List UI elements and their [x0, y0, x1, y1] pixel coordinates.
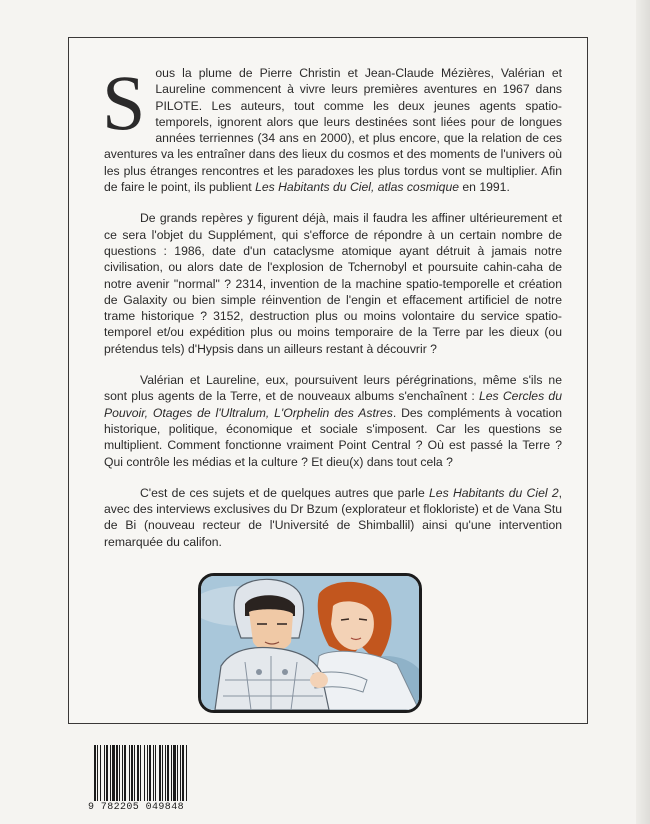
paragraph-1-end: en 1991. [459, 180, 510, 195]
barcode-bar [97, 745, 98, 801]
barcode-bar [106, 745, 108, 801]
paragraph-2: De grands repères y figurent déjà, mais il faudra les affiner ultérieurement et ce sera l'objet du Supplément, qui s'efforce de répondre à un certain nombre de questions : 1986, date d'un cataclysme atomique ayant détruit à jamais notre civilisation, ou alors date de l'explosion de Tchernobyl et poursuite cahin-caha de notre avenir "normal" ? 2314, invention de la machine spatio-temporelle et création de Galaxity ou bien simple réinvention de l'engin et effacement artificiel de notre trame historique ? 3152, destruction plus ou moins volontaire du service spatio-temporel et/ou expédition plus ou moins temporaire de la Terre par les dieux (ou prétendus tels) d'Hypsis dans un ailleurs restant à découvrir ? [104, 211, 562, 356]
barcode-bar [140, 745, 141, 801]
barcode-bars [88, 745, 222, 801]
barcode-bar [122, 745, 123, 801]
barcode-bar [180, 745, 181, 801]
isbn-number: 9 782205 049848 [88, 802, 185, 813]
page-edge [636, 0, 650, 824]
paragraph-1 [102, 59, 562, 195]
barcode-bar [119, 745, 120, 801]
barcode-bar [147, 745, 148, 801]
barcode-bar [131, 745, 133, 801]
barcode-bar [94, 745, 96, 801]
barcode-bar [110, 745, 111, 801]
barcode-bar [182, 745, 184, 801]
barcode-bar [104, 745, 105, 801]
barcode [88, 745, 222, 815]
armor-rivet [256, 669, 262, 675]
barcode-bar [144, 745, 145, 801]
back-cover-text [102, 59, 562, 565]
paragraph-4-title: Les Habitants du Ciel 2 [429, 485, 559, 500]
barcode-bar [134, 745, 135, 801]
barcode-bar [100, 745, 101, 801]
barcode-bar [124, 745, 126, 801]
barcode-bar [159, 745, 161, 801]
barcode-bar [116, 745, 118, 801]
barcode-bar [177, 745, 178, 801]
valerian-face [249, 609, 293, 651]
barcode-bar [171, 745, 172, 801]
armor-rivet [282, 669, 288, 675]
paragraph-3-titles: Les Cercles du Pouvoir, Otages de l'Ultralum, L'Orphelin des Astres [104, 389, 562, 420]
paragraph-4-text: C'est de ces sujets et de quelques autres que parle [140, 485, 430, 500]
barcode-bar [112, 745, 115, 801]
paragraph-3 [104, 372, 562, 470]
paragraph-3-text: Valérian et Laureline, eux, poursuivent leurs pérégrinations, même s'ils ne sont plus agents de la Terre, et de nouveaux albums s'enchaînent : [104, 373, 562, 404]
barcode-bar [155, 745, 156, 801]
barcode-bar [153, 745, 154, 801]
barcode-bar [167, 745, 169, 801]
barcode-bar [173, 745, 176, 801]
barcode-bar [149, 745, 151, 801]
paragraph-1-title: Les Habitants du Ciel, atlas cosmique [255, 180, 460, 195]
barcode-bar [129, 745, 130, 801]
paragraph-4 [104, 485, 562, 550]
paragraph-3-end: . Des compléments à vocation historique, politique, économique et sociale s'imposent. Car les questions se multiplient. Comment fonctionne vraiment Point Central ? Où est passé la Terre ? Qui contrôle les médias et la culture ? Et dieu(x) dans tout cela ? [104, 405, 562, 469]
barcode-bar [137, 745, 139, 801]
barcode-bar [186, 745, 187, 801]
drop-cap: S [102, 59, 146, 146]
barcode-bar [165, 745, 166, 801]
illustration-drawing [201, 576, 419, 710]
paragraph-4-end: , avec des interviews exclusives du Dr Bzum (explorateur et flokloriste) et de Vana Stu de Bi (nouveau recteur de l'Université de Shimballil) ainsi qu'une intervention remarquée du califon. [104, 485, 562, 549]
comic-illustration [198, 573, 422, 713]
laureline-hand [310, 672, 328, 688]
paragraph-1-text: ous la plume de Pierre Christin et Jean-Claude Mézières, Valérian et Laureline commencent à vivre leurs premières aventures en 1967 dans PILOTE. Les auteurs, tout comme les deux jeunes agents spatio-temporels, ignorent alors que leurs destinées sont liées pour de longues années terriennes (34 ans en 2000), et plus encore, que la relation de ces aventures va les entraîner dans des lieux du cosmos et des moments de l'univers où les plus étranges rencontres et les paradoxes les plus tordus vont se multiplier. Afin de faire le point, ils publient [104, 66, 562, 195]
barcode-bar [162, 745, 163, 801]
